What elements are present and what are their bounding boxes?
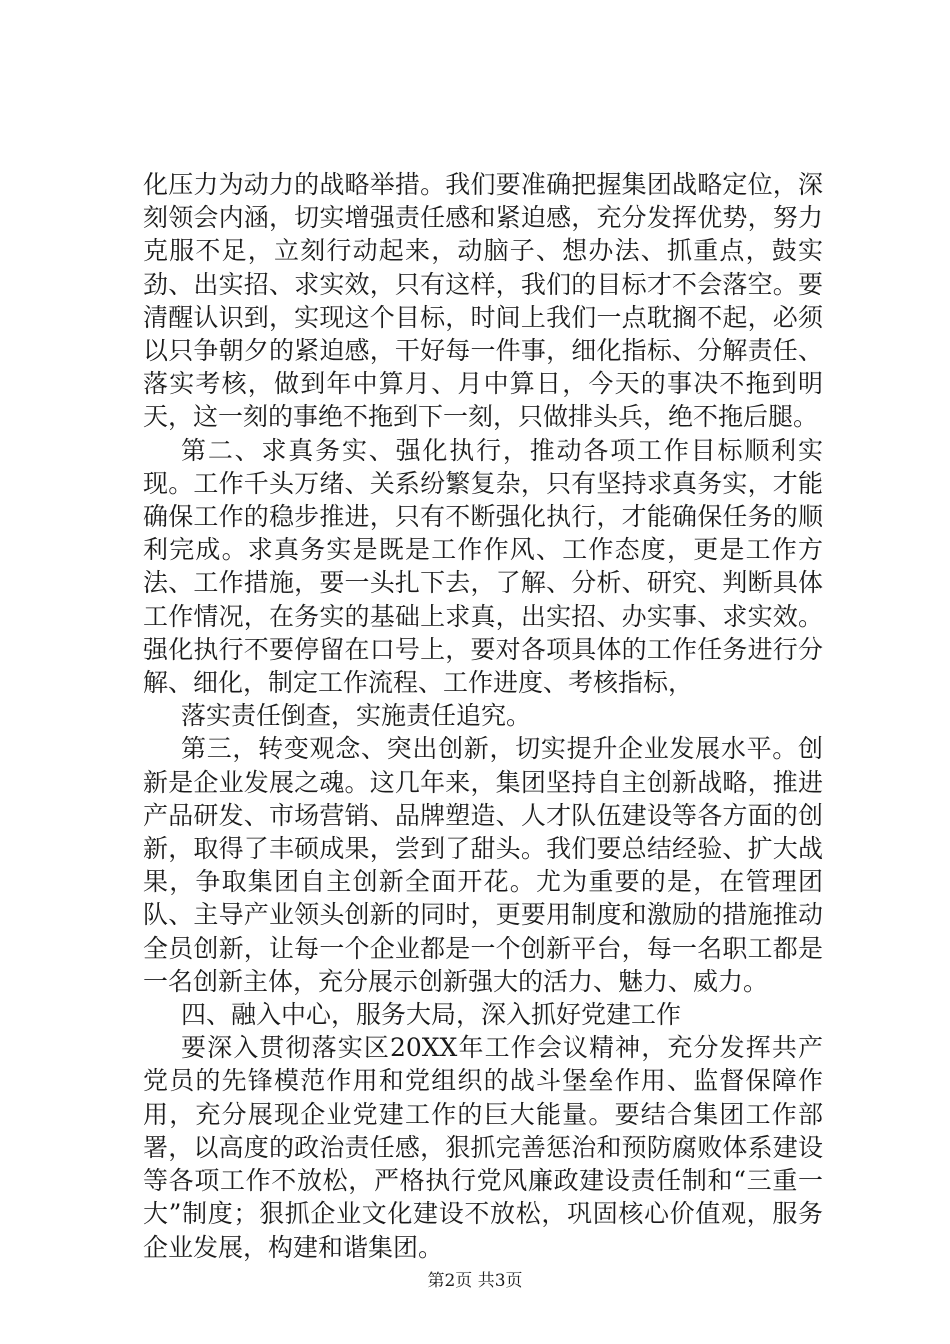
paragraph-2: 第二、求真务实、强化执行，推动各项工作目标顺利实现。工作千头万绪、关系纷繁复杂，只有坚持求真务实，才能确保工作的稳步推进，只有不断强化执行，才能确保任务的顺利完成。求真务实是既是工作作风、工作态度，更是工作方法、工作措施，要一头扎下去，了解、分析、研究、判断具体工作情况，在务实的基础上求真，出实招、办实事、求实效。强化执行不要停留在口号上，要对各项具体的工作任务进行分解、细化，制定工作流程、工作进度、考核指标， [143, 435, 823, 698]
document-body [143, 168, 823, 1264]
paragraph-4: 第三，转变观念、突出创新，切实提升企业发展水平。创新是企业发展之魂。这几年来，集团坚持自主创新战略，推进产品研发、市场营销、品牌塑造、人才队伍建设等各方面的创新，取得了丰硕成果，尝到了甜头。我们要总结经验、扩大战果，争取集团自主创新全面开花。尤为重要的是，在管理团队、主导产业领头创新的同时，更要用制度和激励的措施推动全员创新，让每一个企业都是一个创新平台，每一名职工都是一名创新主体，充分展示创新强大的活力、魅力、威力。 [143, 734, 823, 996]
section-heading-4: 四、融入中心，服务大局，深入抓好党建工作 [181, 1000, 682, 1030]
paragraph-3: 落实责任倒查，实施责任追究。 [181, 701, 532, 731]
paragraph-6: 要深入贯彻落实区20XX年工作会议精神，充分发挥共产党员的先锋模范作用和党组织的战斗堡垒作用、监督保障作用，充分展现企业党建工作的巨大能量。要结合集团工作部署，以高度的政治责任感，狠抓完善惩治和预防腐败体系建设等各项工作不放松，严格执行党风廉政建设责任制和“三重一大”制度；狠抓企业文化建设不放松，巩固核心价值观，服务企业发展，构建和谐集团。 [143, 1033, 823, 1262]
page-number-footer: 第2页 共3页 [427, 1271, 523, 1291]
paragraph-1: 化压力为动力的战略举措。我们要准确把握集团战略定位，深刻领会内涵，切实增强责任感和紧迫感，充分发挥优势，努力克服不足，立刻行动起来，动脑子、想办法、抓重点，鼓实劲、出实招、求实效，只有这样，我们的目标才不会落空。要清醒认识到，实现这个目标，时间上我们一点耽搁不起，必须以只争朝夕的紧迫感，干好每一件事，细化指标、分解责任、落实考核，做到年中算月、月中算日，今天的事决不拖到明天，这一刻的事绝不拖到下一刻，只做排头兵，绝不拖后腿。 [143, 170, 823, 432]
